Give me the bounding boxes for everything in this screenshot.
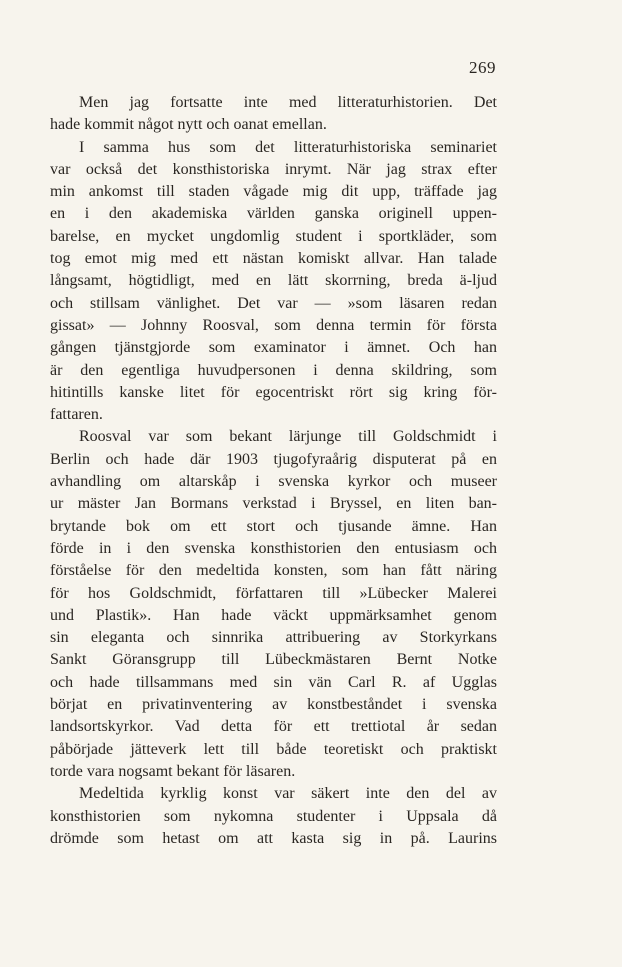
text-line: ur mäster Jan Bormans verkstad i Bryssel, en liten ban- <box>50 495 497 513</box>
text-line: Medeltida kyrklig konst var säkert inte den del av <box>79 785 497 803</box>
text-line: är den egentliga huvudpersonen i denna skildring, som <box>50 361 497 379</box>
text-line: brytande bok om ett stort och tjusande ämne. Han <box>50 517 497 535</box>
text-line: var också det konsthistoriska inrymt. När jag strax efter <box>50 160 497 178</box>
text-line: och stillsam vänlighet. Det var — »som läsaren redan <box>50 294 497 312</box>
text-line: fattaren. <box>50 406 103 424</box>
text-line: I samma hus som det litteraturhistoriska seminariet <box>79 138 497 156</box>
text-line: hitintills kanske litet för egocentriskt rört sig kring för- <box>50 383 497 401</box>
text-line: drömde som hetast om att kasta sig in på. Laurins <box>50 829 497 847</box>
text-line: landsortskyrkor. Vad detta för ett trettiotal år sedan <box>50 718 497 736</box>
text-line: min ankomst till staden vågade mig dit upp, träffade jag <box>50 183 497 201</box>
body-text <box>50 92 497 850</box>
text-line: förde in i den svenska konsthistorien den entusiasm och <box>50 539 497 557</box>
text-line: und Plastik». Han hade väckt uppmärksamhet genom <box>50 606 497 624</box>
text-line: en i den akademiska världen ganska originell uppen- <box>50 205 497 223</box>
text-line: avhandling om altarskåp i svenska kyrkor och museer <box>50 473 497 491</box>
text-line: Roosval var som bekant lärjunge till Goldschmidt i <box>79 428 497 446</box>
text-line: tog emot mig med ett nästan komiskt allvar. Han talade <box>50 250 497 268</box>
text-line: gissat» — Johnny Roosval, som denna termin för första <box>50 316 497 334</box>
text-line: Sankt Göransgrupp till Lübeckmästaren Bernt Notke <box>50 651 497 669</box>
text-line: och hade tillsammans med sin vän Carl R. af Ugglas <box>50 673 497 691</box>
text-line: Berlin och hade där 1903 tjugofyraårig disputerat på en <box>50 450 497 468</box>
text-line: förståelse för den medeltida konsten, som han fått näring <box>50 562 497 580</box>
text-line: påbörjade jätteverk lett till både teoretiskt och praktiskt <box>50 740 497 758</box>
text-line: Men jag fortsatte inte med litteraturhistorien. Det <box>79 94 497 111</box>
text-line: torde vara nogsamt bekant för läsaren. <box>50 762 296 780</box>
text-line: sin eleganta och sinnrika attribuering av Storkyrkans <box>50 629 497 647</box>
text-line: långsamt, högtidligt, med en lätt skorrning, breda ä-ljud <box>50 272 497 290</box>
text-line: hade kommit något nytt och oanat emellan. <box>50 116 327 134</box>
page-number: 269 <box>469 58 496 77</box>
text-line: börjat en privatinventering av konstbeståndet i svenska <box>50 696 497 714</box>
text-line: för hos Goldschmidt, författaren till »Lübecker Malerei <box>50 584 497 602</box>
text-line: gången tjänstgjorde som examinator i ämnet. Och han <box>50 339 497 357</box>
text-line: konsthistorien som nykomna studenter i Uppsala då <box>50 807 497 825</box>
text-line: barelse, en mycket ungdomlig student i sportkläder, som <box>50 227 497 245</box>
